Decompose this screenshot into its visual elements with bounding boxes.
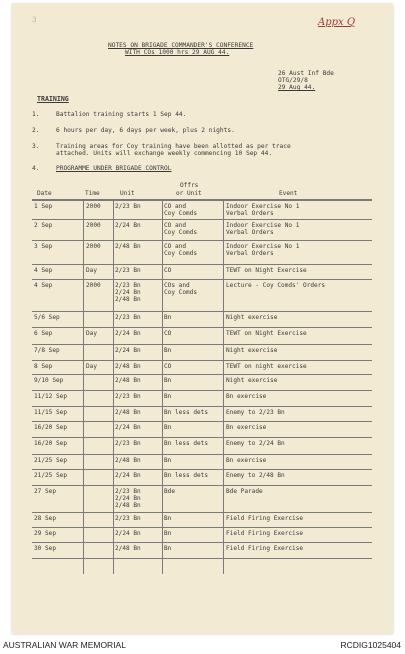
cell-date: 27 Sep: [34, 488, 57, 495]
cell-time: 2000: [86, 222, 101, 229]
item-3-number: 3.: [32, 143, 40, 150]
cell-date: 7/8 Sep: [34, 347, 60, 354]
cell-offrs: Bn: [164, 377, 172, 384]
cell-event: TEWT on Night Exercise: [226, 267, 307, 274]
cell-event: Verbal Orders: [226, 210, 274, 217]
cell-offrs: CO: [164, 330, 172, 337]
cell-offrs: Bn less dets: [164, 440, 209, 447]
cell-time: 2000: [86, 282, 101, 289]
cell-offrs: Bn less dets: [164, 472, 209, 479]
cell-unit: 2/48 Bn: [115, 502, 141, 509]
cell-offrs: Bn: [164, 314, 172, 321]
cell-event: Lecture - Coy Comds' Orders: [226, 282, 326, 289]
cell-date: 16/20 Sep: [34, 424, 68, 431]
cell-event: Bde Parade: [226, 488, 263, 495]
table-column-divider: [113, 200, 114, 574]
cell-offrs: CO and: [164, 203, 187, 210]
cell-offrs: Bde: [164, 488, 176, 495]
item-1-number: 1.: [32, 111, 40, 118]
cell-date: 1 Sep: [34, 203, 53, 210]
cell-event: Field Firing Exercise: [226, 545, 304, 552]
cell-event: Indoor Exercise No 1: [226, 222, 300, 229]
cell-event: Night exercise: [226, 347, 278, 354]
cell-unit: 2/48 Bn: [115, 363, 141, 370]
cell-unit: 2/48 Bn: [115, 457, 141, 464]
appendix-annotation: Appx Q: [318, 17, 356, 28]
cell-offrs: Bn: [164, 393, 172, 400]
cell-date: 21/25 Sep: [34, 457, 68, 464]
item-2-text: 6 hours per day, 6 days per week, plus 2 nights.: [56, 127, 235, 134]
cell-offrs: Bn: [164, 530, 172, 537]
cell-date: 16/20 Sep: [34, 440, 68, 447]
cell-time: Day: [86, 363, 98, 370]
cell-event: Indoor Exercise No 1: [226, 203, 300, 210]
item-2-number: 2.: [32, 127, 40, 134]
cell-unit: 2/23 Bn: [115, 203, 141, 210]
cell-date: 11/12 Sep: [34, 393, 68, 400]
cell-unit: 2/24 Bn: [115, 222, 141, 229]
cell-unit: 2/23 Bn: [115, 515, 141, 522]
cell-date: 4 Sep: [34, 282, 53, 289]
title-line-1: NOTES ON BRIGADE COMMANDER'S CONFERENCE: [108, 42, 254, 49]
cell-event: Night exercise: [226, 314, 278, 321]
cell-unit: 2/48 Bn: [115, 243, 141, 250]
cell-date: 9/10 Sep: [34, 377, 64, 384]
top-left-mark: 3: [32, 16, 37, 24]
header-unit: Unit: [120, 190, 135, 197]
section-heading: TRAINING: [37, 95, 69, 103]
cell-event: Bn exercise: [226, 457, 267, 464]
header-event: Event: [279, 190, 298, 197]
cell-offrs: Coy Comds: [164, 289, 198, 296]
cell-event: Verbal Orders: [226, 229, 274, 236]
cell-event: Night exercise: [226, 377, 278, 384]
cell-event: Field Firing Exercise: [226, 530, 304, 537]
cell-unit: 2/23 Bn: [115, 488, 141, 495]
cell-unit: 2/48 Bn: [115, 409, 141, 416]
ref-line-3: 29 Aug 44.: [278, 84, 316, 91]
ref-line-1: 26 Aust Inf Bde: [278, 70, 334, 77]
cell-offrs: COs and: [164, 282, 190, 289]
cell-offrs: CO and: [164, 243, 187, 250]
cell-offrs: Bn less dets: [164, 409, 209, 416]
cell-date: 2 Sep: [34, 222, 53, 229]
cell-offrs: CO: [164, 267, 172, 274]
footer-left-text: AUSTRALIAN WAR MEMORIAL: [3, 640, 126, 650]
cell-offrs: CO and: [164, 222, 187, 229]
cell-unit: 2/48 Bn: [115, 377, 141, 384]
cell-date: 11/15 Sep: [34, 409, 68, 416]
cell-event: Enemy to 2/24 Bn: [226, 440, 285, 447]
cell-unit: 2/24 Bn: [115, 495, 141, 502]
table-column-divider: [83, 200, 84, 574]
cell-time: Day: [86, 267, 98, 274]
item-1-text: Battalion training starts 1 Sep 44.: [56, 111, 187, 118]
cell-unit: 2/24 Bn: [115, 347, 141, 354]
cell-date: 30 Sep: [34, 545, 57, 552]
item-4-number: 4.: [32, 165, 40, 172]
cell-time: Day: [86, 330, 98, 337]
cell-date: 29 Sep: [34, 530, 57, 537]
header-date: Date: [37, 190, 52, 197]
document-page: [12, 4, 393, 634]
cell-date: 3 Sep: [34, 243, 53, 250]
cell-date: 5/6 Sep: [34, 314, 60, 321]
header-time: Time: [85, 190, 100, 197]
cell-offrs: Coy Comds: [164, 210, 198, 217]
cell-unit: 2/48 Bn: [115, 545, 141, 552]
cell-date: 4 Sep: [34, 267, 53, 274]
cell-event: Bn exercise: [226, 424, 267, 431]
cell-date: 21/25 Sep: [34, 472, 68, 479]
cell-event: Enemy to 2/23 Bn: [226, 409, 285, 416]
item-3-text-line-1: Training areas for Coy training have been allotted as per trace: [56, 143, 291, 150]
cell-offrs: Bn: [164, 424, 172, 431]
cell-event: TEWT on Night Exercise: [226, 330, 307, 337]
cell-unit: 2/24 Bn: [115, 472, 141, 479]
cell-unit: 2/24 Bn: [115, 424, 141, 431]
cell-unit: 2/24 Bn: [115, 530, 141, 537]
cell-unit: 2/23 Bn: [115, 440, 141, 447]
cell-offrs: Bn: [164, 515, 172, 522]
cell-event: TEWT on night exercise: [226, 363, 307, 370]
header-offrs-line-2: or Unit: [176, 190, 202, 197]
title-line-2: WITH COs 1000 hrs 29 AUG 44.: [125, 49, 230, 56]
cell-event: Enemy to 2/48 Bn: [226, 472, 285, 479]
cell-event: Field Firing Exercise: [226, 515, 304, 522]
cell-unit: 2/23 Bn: [115, 267, 141, 274]
cell-date: 6 Sep: [34, 330, 53, 337]
cell-event: Verbal Orders: [226, 250, 274, 257]
cell-unit: 2/48 Bn: [115, 296, 141, 303]
cell-offrs: CO: [164, 363, 172, 370]
table-column-divider: [223, 200, 224, 574]
header-offrs-line-1: Offrs: [180, 182, 199, 189]
cell-offrs: Bn: [164, 545, 172, 552]
cell-unit: 2/23 Bn: [115, 314, 141, 321]
cell-event: Bn exercise: [226, 393, 267, 400]
cell-offrs: Coy Comds: [164, 250, 198, 257]
cell-unit: 2/24 Bn: [115, 289, 141, 296]
cell-date: 28 Sep: [34, 515, 57, 522]
cell-unit: 2/23 Bn: [115, 282, 141, 289]
item-4-text: PROGRAMME UNDER BRIGADE CONTROL: [56, 165, 172, 172]
cell-offrs: Bn: [164, 457, 172, 464]
cell-offrs: Coy Comds: [164, 229, 198, 236]
cell-unit: 2/23 Bn: [115, 393, 141, 400]
item-3-text-line-2: attached. Units will exchange weekly commencing 10 Sep 44.: [56, 150, 273, 157]
table-column-divider: [162, 200, 163, 574]
cell-time: 2000: [86, 243, 101, 250]
cell-time: 2000: [86, 203, 101, 210]
cell-unit: 2/24 Bn: [115, 330, 141, 337]
footer-right-text: RCDIG1025404: [340, 640, 401, 650]
cell-offrs: Bn: [164, 347, 172, 354]
ref-line-2: OTG/29/8: [278, 77, 308, 84]
cell-event: Indoor Exercise No 1: [226, 243, 300, 250]
cell-date: 8 Sep: [34, 363, 53, 370]
